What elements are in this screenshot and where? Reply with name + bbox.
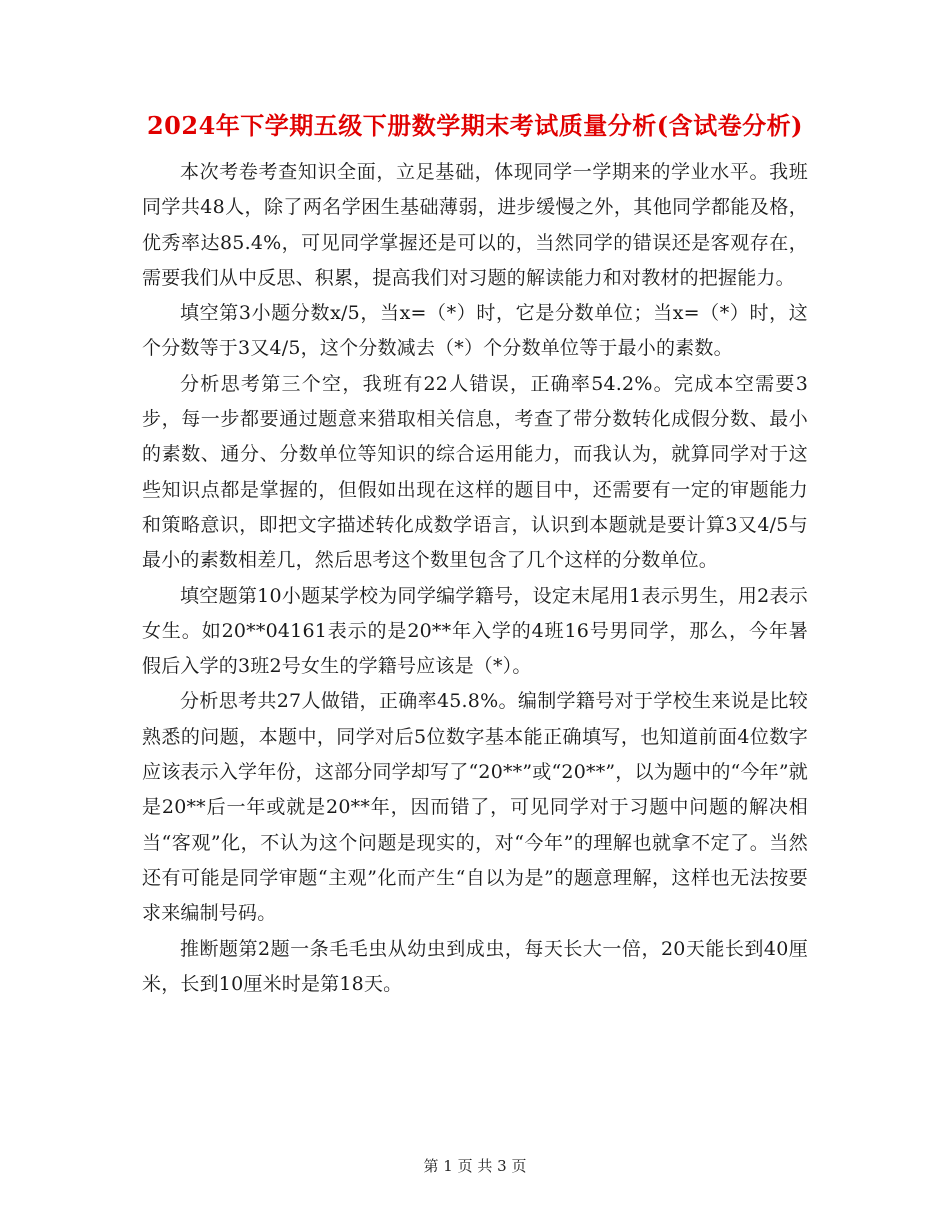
- paragraph-analysis-3: 分析思考第三个空，我班有22人错误，正确率54.2%。完成本空需要3步，每一步都要通过题意来猎取相关信息，考查了带分数转化成假分数、最小的素数、通分、分数单位等知识的综合运用能力，而我认为，就算同学对于这些知识点都是掌握的，但假如出现在这样的题目中，还需要有一定的审题能力和策略意识，即把文字描述转化成数学语言，认识到本题就是要计算3又4/5与最小的素数相差几，然后思考这个数里包含了几个这样的分数单位。: [142, 372, 808, 572]
- page-number-footer: 第 1 页 共 3 页: [423, 1157, 527, 1175]
- document-title: 2024年下学期五级下册数学期末考试质量分析(含试卷分析): [146, 111, 803, 140]
- paragraph-analysis-10: 分析思考共27人做错，正确率45.8%。编制学籍号对于学校生来说是比较熟悉的问题，本题中，同学对后5位数字基本能正确填写，也知道前面4位数字应该表示入学年份，这部分同学却写了“20**”或“20**”，以为题中的“今年”就是20**后一年或就是20**年，因而错了，可见同学对于习题中问题的解决相当“客观”化，不认为这个问题是现实的，对“今年”的理解也就拿不定了。当然还有可能是同学审题“主观”化而产生“自以为是”的题意理解，这样也无法按要求来编制号码。: [142, 690, 808, 925]
- document-body: [142, 155, 808, 1002]
- paragraph-judgment-question-2: 推断题第2题一条毛毛虫从幼虫到成虫，每天长大一倍，20天能长到40厘米，长到10厘米时是第18天。: [142, 937, 808, 995]
- paragraph-fill-question-3: 填空第3小题分数x/5，当x=（*）时，它是分数单位；当x=（*）时，这个分数等于3又4/5，这个分数减去（*）个分数单位等于最小的素数。: [142, 302, 808, 360]
- paragraph-intro: 本次考卷考查知识全面，立足基础，体现同学一学期来的学业水平。我班同学共48人，除了两名学困生基础薄弱，进步缓慢之外，其他同学都能及格，优秀率达85.4%，可见同学掌握还是可以的，当然同学的错误还是客观存在，需要我们从中反思、积累，提高我们对习题的解读能力和对教材的把握能力。: [142, 161, 808, 289]
- paragraph-fill-question-10: 填空题第10小题某学校为同学编学籍号，设定末尾用1表示男生，用2表示女生。如20**04161表示的是20**年入学的4班16号男同学，那么，今年暑假后入学的3班2号女生的学籍号应该是（*）。: [142, 584, 808, 678]
